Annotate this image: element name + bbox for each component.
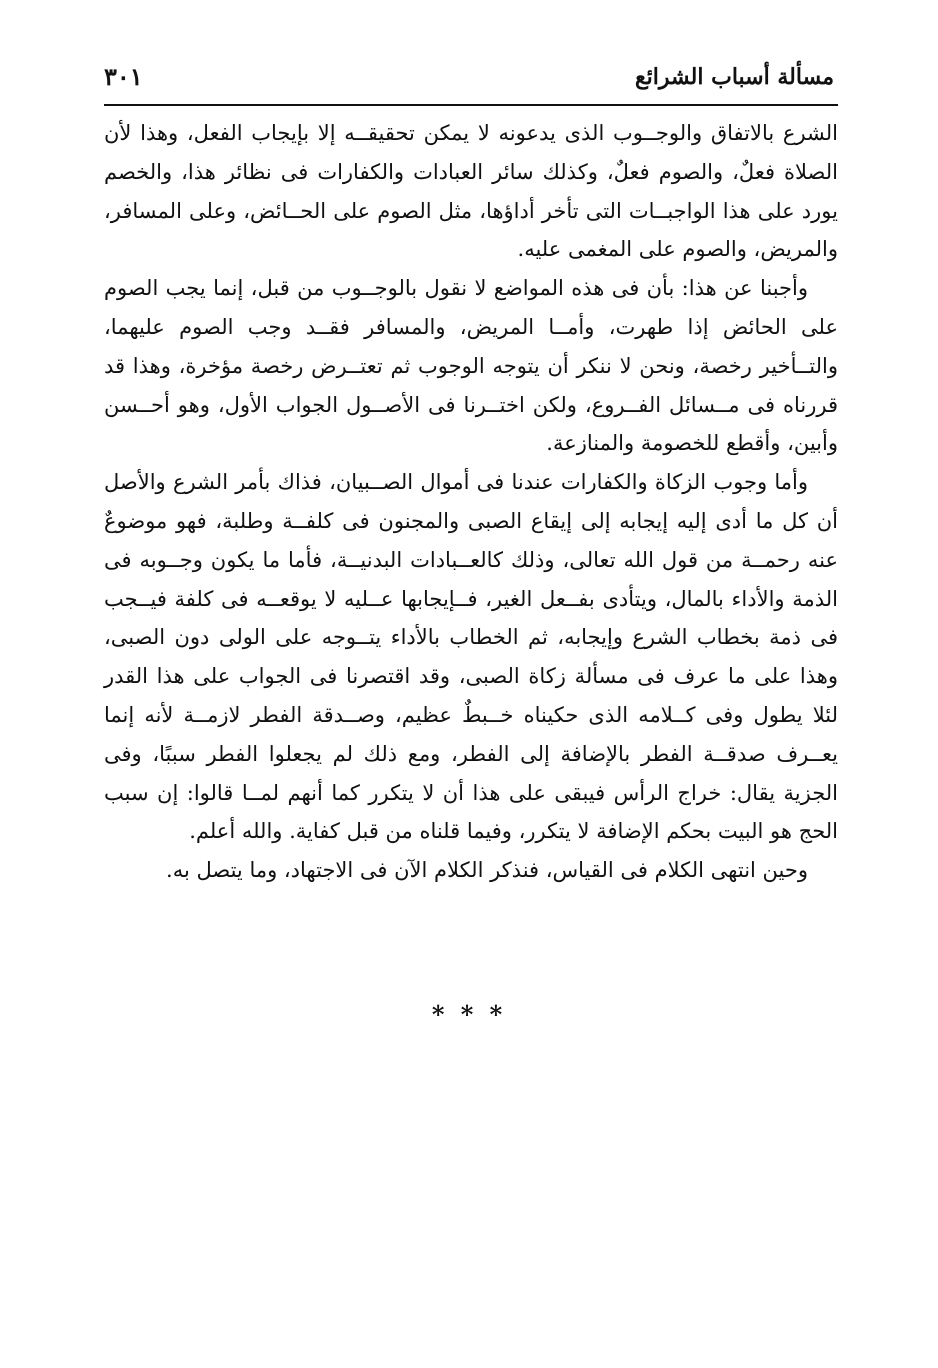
header-title: مسألة أسباب الشرائع [634,64,834,90]
paragraph-1: الشرع بالاتفاق والوجــوب الذى يدعونه لا يمكن تحقيقــه إلا بإيجاب الفعل، وهذا لأن الصلاة فعلٌ، والصوم فعلٌ، وكذلك سائر العبادات والكفارات فى نظائر هذا، والخصم يورد على هذا الواجبــات التى تأخر أداؤها، مثل الصوم على الحــائض، وعلى المسافر، والمريض، والصوم على المغمى عليه. [104,121,838,262]
running-header [104,58,834,96]
paragraph-4: وحين انتهى الكلام فى القياس، فنذكر الكلام الآن فى الاجتهاد، وما يتصل به. [166,858,808,883]
page-number: ٣٠١ [104,62,143,91]
paragraph-3: وأما وجوب الزكاة والكفارات عندنا فى أموال الصــبيان، فذاك بأمر الشرع والأصل أن كل ما أدى إليه إيجابه إلى إيقاع الصبى والمجنون فى كلفــة وطلبة، فهو موضوعٌ عنه رحمــة من قول الله تعالى، وذلك كالعــبادات البدنيــة، فأما ما يكون وجــوبه فى الذمة والأداء بالمال، ويتأدى بفــعل الغير، فــإيجابها عــليه لا يوقعــه فى كلفة فيــجب فى ذمة بخطاب الشرع وإيجابه، ثم الخطاب بالأداء يتــوجه على الولى دون الصبى، وهذا على ما عرف فى مسألة زكاة الصبى، وقد اقتصرنا فى الجواب على هذا القدر لئلا يطول وفى كــلامه الذى حكيناه خــبطٌ عظيم، وصــدقة الفطر لازمــة لأنه إنما يعــرف صدقــة الفطر بالإضافة إلى الفطر، ومع ذلك لم يجعلوا الفطر سببًا، وفى الجزية يقال: خراج الرأس فيبقى على هذا أن لا يتكرر كما أنهم لمــا قالوا: إن سبب الحج هو البيت بحكم الإضافة لا يتكرر، وفيما قلناه من قبل كفاية. والله أعلم. [104,470,838,844]
body-text [104,114,838,890]
header-rule [104,104,838,106]
section-separator: * * * [431,1000,507,1029]
paragraph-2: وأجبنا عن هذا: بأن فى هذه المواضع لا نقول بالوجــوب من قبل، إنما يجب الصوم على الحائض إذا طهرت، وأمــا المريض، والمسافر فقــد وجب الصوم عليهما، والتــأخير رخصة، ونحن لا ننكر أن يتوجه الوجوب ثم تعتــرض رخصة مؤخرة، وهذا قد قررناه فى مــسائل الفــروع، ولكن اختــرنا فى الأصــول الجواب الأول، وهو أحــسن وأبين، وأقطع للخصومة والمنازعة. [104,276,838,456]
